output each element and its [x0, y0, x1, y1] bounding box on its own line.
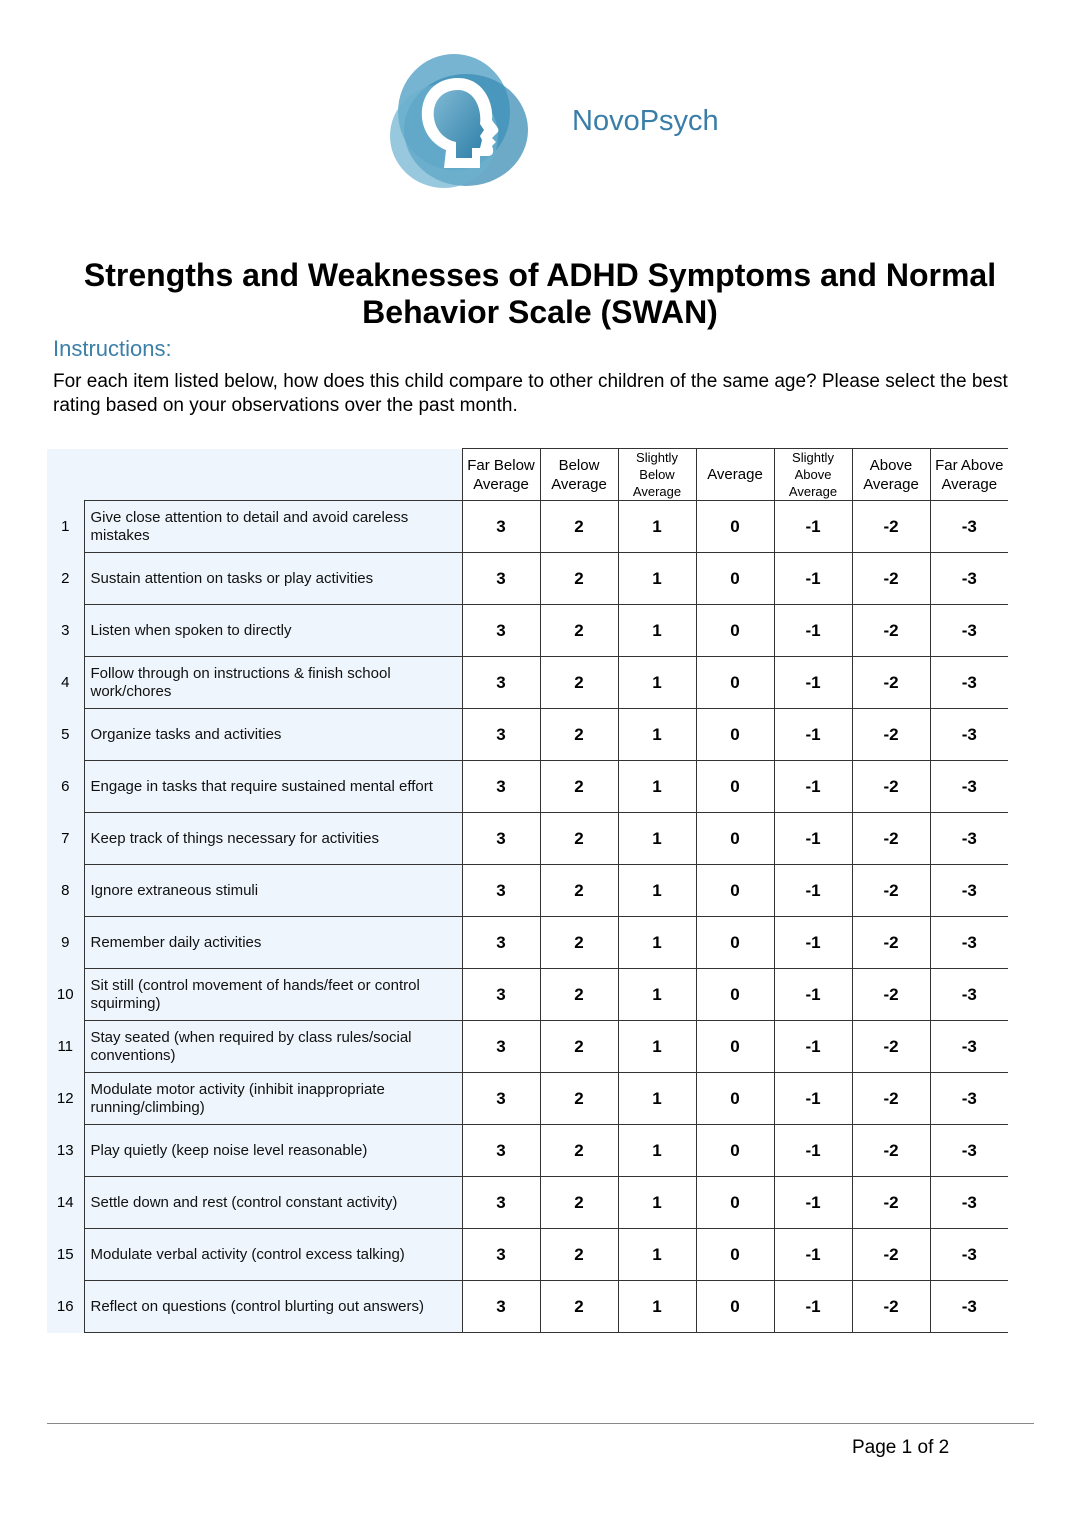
item-number: 8 — [47, 865, 84, 917]
rating-option[interactable]: -3 — [930, 553, 1008, 605]
rating-option[interactable]: 1 — [618, 501, 696, 553]
item-number: 9 — [47, 917, 84, 969]
rating-option[interactable]: -3 — [930, 865, 1008, 917]
rating-option[interactable]: -1 — [774, 1021, 852, 1073]
item-number: 15 — [47, 1229, 84, 1281]
rating-option[interactable]: 2 — [540, 1177, 618, 1229]
rating-option[interactable]: 3 — [462, 865, 540, 917]
rating-option[interactable]: 3 — [462, 917, 540, 969]
rating-option[interactable]: 1 — [618, 657, 696, 709]
rating-option[interactable]: 3 — [462, 761, 540, 813]
item-number: 16 — [47, 1281, 84, 1333]
rating-option[interactable]: -2 — [852, 709, 930, 761]
rating-option[interactable]: -1 — [774, 553, 852, 605]
item-number: 6 — [47, 761, 84, 813]
item-text: Sustain attention on tasks or play activities — [84, 553, 462, 605]
rating-option[interactable]: -3 — [930, 501, 1008, 553]
column-header: Average — [696, 449, 774, 501]
page-title: Strengths and Weaknesses of ADHD Symptoms and Normal Behavior Scale (SWAN) — [83, 257, 997, 330]
rating-option[interactable]: 1 — [618, 709, 696, 761]
table-row — [47, 917, 1008, 969]
instructions-heading: Instructions: — [53, 336, 172, 361]
rating-option[interactable]: -1 — [774, 1073, 852, 1125]
rating-option[interactable]: -2 — [852, 1281, 930, 1333]
rating-option[interactable]: -3 — [930, 709, 1008, 761]
rating-option[interactable]: 3 — [462, 501, 540, 553]
rating-option[interactable]: 1 — [618, 1021, 696, 1073]
rating-option[interactable]: -3 — [930, 657, 1008, 709]
rating-option[interactable]: -3 — [930, 813, 1008, 865]
page-number: Page 1 of 2 — [852, 1437, 950, 1458]
rating-option[interactable]: 3 — [462, 813, 540, 865]
table-row — [47, 865, 1008, 917]
rating-option[interactable]: 3 — [462, 969, 540, 1021]
item-text: Reflect on questions (control blurting out answers) — [84, 1281, 462, 1333]
rating-option[interactable]: 3 — [462, 553, 540, 605]
rating-option[interactable]: 2 — [540, 1281, 618, 1333]
rating-option[interactable]: -3 — [930, 969, 1008, 1021]
rating-option[interactable]: 0 — [696, 1021, 774, 1073]
column-header: Far Above Average — [930, 449, 1008, 501]
item-text: Modulate verbal activity (control excess talking) — [84, 1229, 462, 1281]
rating-table — [47, 448, 1008, 1333]
rating-option[interactable]: 2 — [540, 969, 618, 1021]
rating-option[interactable]: 0 — [696, 917, 774, 969]
rating-option[interactable]: 2 — [540, 709, 618, 761]
table-row — [47, 813, 1008, 865]
item-number: 13 — [47, 1125, 84, 1177]
item-number: 11 — [47, 1021, 84, 1073]
rating-option[interactable]: 0 — [696, 813, 774, 865]
table-row — [47, 501, 1008, 553]
table-row — [47, 605, 1008, 657]
item-number: 2 — [47, 553, 84, 605]
rating-option[interactable]: 2 — [540, 1073, 618, 1125]
rating-option[interactable]: -2 — [852, 865, 930, 917]
rating-option[interactable]: 3 — [462, 605, 540, 657]
table-row — [47, 657, 1008, 709]
rating-option[interactable]: 2 — [540, 865, 618, 917]
column-header: Slightly Above Average — [774, 449, 852, 501]
rating-option[interactable]: -1 — [774, 917, 852, 969]
item-text: Sit still (control movement of hands/feet or control squirming) — [84, 969, 462, 1021]
rating-option[interactable]: -1 — [774, 1125, 852, 1177]
table-row — [47, 969, 1008, 1021]
rating-option[interactable]: 0 — [696, 865, 774, 917]
rating-option[interactable]: -1 — [774, 605, 852, 657]
rating-option[interactable]: 1 — [618, 761, 696, 813]
rating-option[interactable]: 3 — [462, 709, 540, 761]
rating-option[interactable]: 2 — [540, 605, 618, 657]
rating-option[interactable]: 0 — [696, 1125, 774, 1177]
rating-option[interactable]: 2 — [540, 813, 618, 865]
rating-option[interactable]: 0 — [696, 1177, 774, 1229]
rating-option[interactable]: 0 — [696, 657, 774, 709]
rating-option[interactable]: -2 — [852, 761, 930, 813]
table-row — [47, 1125, 1008, 1177]
rating-option[interactable]: -3 — [930, 1281, 1008, 1333]
table-row — [47, 1281, 1008, 1333]
rating-option[interactable]: -2 — [852, 813, 930, 865]
rating-option[interactable]: -2 — [852, 501, 930, 553]
rating-option[interactable]: 2 — [540, 1125, 618, 1177]
rating-option[interactable]: 0 — [696, 1073, 774, 1125]
rating-option[interactable]: -2 — [852, 1021, 930, 1073]
rating-option[interactable]: 1 — [618, 605, 696, 657]
rating-option[interactable]: 0 — [696, 969, 774, 1021]
rating-option[interactable]: 3 — [462, 657, 540, 709]
table-row — [47, 1073, 1008, 1125]
rating-option[interactable]: -3 — [930, 1073, 1008, 1125]
header-blank — [84, 449, 462, 501]
item-text: Listen when spoken to directly — [84, 605, 462, 657]
rating-option[interactable]: -3 — [930, 761, 1008, 813]
rating-option[interactable]: 1 — [618, 1229, 696, 1281]
item-text: Keep track of things necessary for activities — [84, 813, 462, 865]
rating-option[interactable]: 3 — [462, 1177, 540, 1229]
rating-option[interactable]: 0 — [696, 709, 774, 761]
rating-option[interactable]: 1 — [618, 1073, 696, 1125]
item-number: 4 — [47, 657, 84, 709]
column-header: Below Average — [540, 449, 618, 501]
rating-option[interactable]: 1 — [618, 917, 696, 969]
novopsych-logo — [384, 50, 534, 192]
table-row — [47, 1021, 1008, 1073]
table-row — [47, 553, 1008, 605]
table-row — [47, 1177, 1008, 1229]
rating-option[interactable]: -1 — [774, 1229, 852, 1281]
rating-option[interactable]: 0 — [696, 605, 774, 657]
rating-option[interactable]: 3 — [462, 1281, 540, 1333]
rating-option[interactable]: -1 — [774, 501, 852, 553]
brand-name: NovoPsych — [572, 105, 719, 137]
item-text: Organize tasks and activities — [84, 709, 462, 761]
rating-option[interactable]: 1 — [618, 865, 696, 917]
rating-option[interactable]: 3 — [462, 1229, 540, 1281]
item-number: 5 — [47, 709, 84, 761]
rating-option[interactable]: -2 — [852, 917, 930, 969]
rating-option[interactable]: 0 — [696, 1229, 774, 1281]
column-header: Above Average — [852, 449, 930, 501]
rating-option[interactable]: -2 — [852, 1073, 930, 1125]
rating-option[interactable]: -1 — [774, 1177, 852, 1229]
item-number: 10 — [47, 969, 84, 1021]
rating-option[interactable]: -1 — [774, 761, 852, 813]
rating-option[interactable]: -2 — [852, 1177, 930, 1229]
item-number: 3 — [47, 605, 84, 657]
rating-option[interactable]: -3 — [930, 605, 1008, 657]
rating-option[interactable]: 1 — [618, 1177, 696, 1229]
instructions-text: For each item listed below, how does this child compare to other children of the same age? Please select the best rating based on your observations over the past month. — [53, 371, 1008, 416]
rating-option[interactable]: -1 — [774, 1281, 852, 1333]
rating-option[interactable]: 1 — [618, 969, 696, 1021]
rating-option[interactable]: -1 — [774, 813, 852, 865]
item-text: Play quietly (keep noise level reasonable) — [84, 1125, 462, 1177]
item-number: 1 — [47, 501, 84, 553]
item-text: Settle down and rest (control constant activity) — [84, 1177, 462, 1229]
rating-option[interactable]: 2 — [540, 553, 618, 605]
rating-option[interactable]: 2 — [540, 501, 618, 553]
item-text: Engage in tasks that require sustained mental effort — [84, 761, 462, 813]
rating-option[interactable]: 2 — [540, 1021, 618, 1073]
rating-option[interactable]: 0 — [696, 1281, 774, 1333]
rating-option[interactable]: 2 — [540, 1229, 618, 1281]
rating-option[interactable]: 1 — [618, 813, 696, 865]
rating-option[interactable]: -2 — [852, 1125, 930, 1177]
header-blank — [47, 449, 84, 501]
rating-option[interactable]: -3 — [930, 1177, 1008, 1229]
table-row — [47, 761, 1008, 813]
rating-option[interactable]: 3 — [462, 1021, 540, 1073]
item-text: Modulate motor activity (inhibit inappropriate running/climbing) — [84, 1073, 462, 1125]
rating-option[interactable]: -3 — [930, 1229, 1008, 1281]
item-text: Ignore extraneous stimuli — [84, 865, 462, 917]
rating-option[interactable]: 2 — [540, 657, 618, 709]
rating-option[interactable]: -1 — [774, 969, 852, 1021]
header-row — [47, 449, 1008, 501]
rating-option[interactable]: -3 — [930, 917, 1008, 969]
rating-option[interactable]: -2 — [852, 969, 930, 1021]
table-body — [47, 501, 1008, 1333]
rating-option[interactable]: -2 — [852, 657, 930, 709]
footer-divider — [47, 1423, 1034, 1424]
rating-option[interactable]: 0 — [696, 761, 774, 813]
rating-option[interactable]: -1 — [774, 709, 852, 761]
rating-option[interactable]: 2 — [540, 917, 618, 969]
rating-option[interactable]: 0 — [696, 553, 774, 605]
rating-option[interactable]: -2 — [852, 553, 930, 605]
rating-option[interactable]: 2 — [540, 761, 618, 813]
rating-option[interactable]: 1 — [618, 1125, 696, 1177]
item-text: Remember daily activities — [84, 917, 462, 969]
rating-option[interactable]: 3 — [462, 1073, 540, 1125]
rating-option[interactable]: -1 — [774, 657, 852, 709]
column-header: Slightly Below Average — [618, 449, 696, 501]
item-text: Follow through on instructions & finish school work/chores — [84, 657, 462, 709]
item-text: Stay seated (when required by class rules/social conventions) — [84, 1021, 462, 1073]
column-header: Far Below Average — [462, 449, 540, 501]
item-number: 12 — [47, 1073, 84, 1125]
rating-option[interactable]: 1 — [618, 553, 696, 605]
table-row — [47, 1229, 1008, 1281]
item-text: Give close attention to detail and avoid careless mistakes — [84, 501, 462, 553]
item-number: 7 — [47, 813, 84, 865]
rating-option[interactable]: -1 — [774, 865, 852, 917]
rating-option[interactable]: -3 — [930, 1125, 1008, 1177]
rating-option[interactable]: -2 — [852, 605, 930, 657]
rating-option[interactable]: 1 — [618, 1281, 696, 1333]
rating-option[interactable]: -2 — [852, 1229, 930, 1281]
rating-option[interactable]: -3 — [930, 1021, 1008, 1073]
rating-option[interactable]: 3 — [462, 1125, 540, 1177]
item-number: 14 — [47, 1177, 84, 1229]
rating-option[interactable]: 0 — [696, 501, 774, 553]
table-row — [47, 709, 1008, 761]
